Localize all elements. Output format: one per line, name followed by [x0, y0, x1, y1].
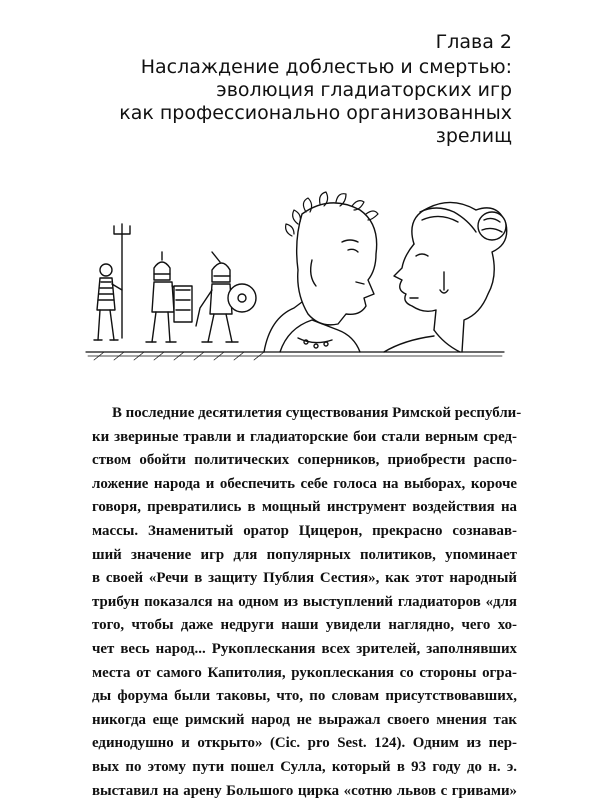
text-line: в своей «Речи в защиту Публия Сестия», как этот народный: [92, 567, 517, 591]
chapter-title-line: как профессионально организованных: [92, 102, 512, 125]
body-text: [92, 402, 517, 803]
chapter-illustration: [84, 190, 514, 365]
text-line: ки звериные травли и гладиаторские бои стали верным сред-: [92, 426, 517, 450]
text-line: трибун показался на одном из выступлений гладиаторов «для: [92, 591, 517, 615]
text-line: вых по этому пути пошел Сулла, который в 93 году до н. э.: [92, 756, 517, 780]
murmillo-figure: [196, 252, 256, 342]
gladiators-and-spectators-drawing: [84, 190, 514, 365]
secutor-figure: [146, 252, 192, 342]
chapter-title-line: эволюция гладиаторских игр: [92, 79, 512, 102]
retiarius-figure: [94, 224, 130, 340]
text-line: В последние десятилетия существования Римской республи-: [92, 402, 517, 426]
chapter-title-line: зрелищ: [92, 125, 512, 148]
chapter-header: [92, 30, 512, 148]
text-line: того, чтобы даже недруги наши увидели наглядно, чего хо-: [92, 614, 517, 638]
text-line: ложение народа и обеспечить себе голоса на выборах, короче: [92, 473, 517, 497]
laurel-crowned-roman-portrait: [264, 192, 378, 352]
text-line: ший значение игр для популярных политиков, упоминает: [92, 544, 517, 568]
text-line: ством обойти политических соперников, приобрести распо-: [92, 449, 517, 473]
text-line: чет весь народ... Рукоплескания всех зрителей, заполнявших: [92, 638, 517, 662]
text-line: единодушно и открыто» (Cic. pro Sest. 124). Одним из пер-: [92, 732, 517, 756]
roman-woman-portrait: [384, 202, 507, 352]
text-line: массы. Знаменитый оратор Цицерон, прекрасно сознавав-: [92, 520, 517, 544]
text-line: говоря, превратились в мощный инструмент воздействия на: [92, 496, 517, 520]
chapter-title-line: Наслаждение доблестью и смертью:: [92, 56, 512, 79]
chapter-number: Глава 2: [92, 30, 512, 54]
text-line: никогда еще римский народ не выражал своего мнения так: [92, 709, 517, 733]
chapter-title: [92, 56, 512, 148]
text-line: ды форума были таковы, что, по словам присутствовавших,: [92, 685, 517, 709]
text-line: места от самого Капитолия, рукоплескания со стороны огра-: [92, 662, 517, 686]
text-line: выставил на арену Большого цирка «сотню львов с гривами»: [92, 780, 517, 803]
